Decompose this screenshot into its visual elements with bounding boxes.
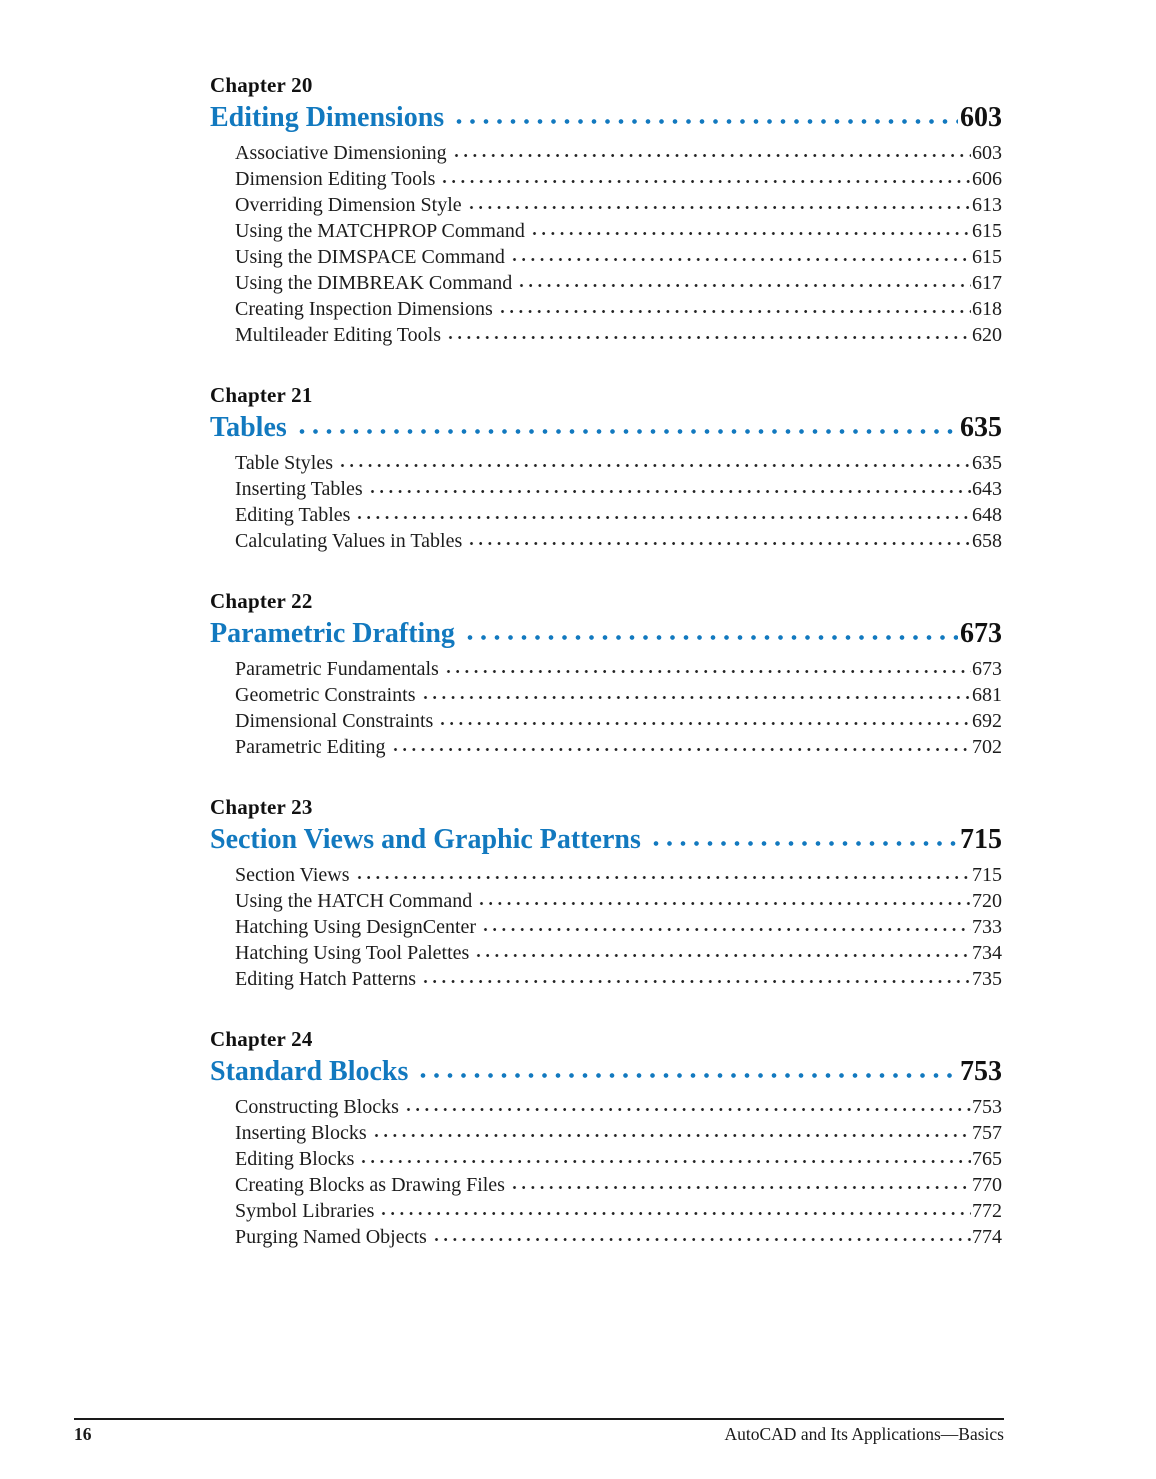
chapter-label: Chapter 22 xyxy=(210,589,313,613)
toc-entry xyxy=(235,1198,1002,1224)
chapter-block xyxy=(210,1026,1002,1250)
toc-entry xyxy=(235,270,1002,296)
dot-leader xyxy=(359,1158,971,1165)
toc-entry xyxy=(235,528,1002,554)
section-page-number: 613 xyxy=(972,194,1002,216)
chapter-block xyxy=(210,382,1002,554)
section-list xyxy=(210,862,1002,992)
dot-leader xyxy=(510,1184,971,1191)
section-title: Section Views xyxy=(235,864,350,886)
dot-leader xyxy=(338,462,971,469)
section-title: Calculating Values in Tables xyxy=(235,530,463,552)
section-title: Parametric Editing xyxy=(235,736,386,758)
toc-entry xyxy=(235,888,1002,914)
section-title: Dimensional Constraints xyxy=(235,710,434,732)
chapter-label: Chapter 21 xyxy=(210,383,313,407)
toc-entry xyxy=(235,914,1002,940)
toc-entry xyxy=(235,244,1002,270)
section-title: Using the HATCH Command xyxy=(235,890,473,912)
section-page-number: 733 xyxy=(972,916,1002,938)
section-list xyxy=(210,140,1002,348)
chapter-page-number: 715 xyxy=(960,824,1002,855)
toc-entry xyxy=(235,708,1002,734)
toc-entry xyxy=(235,140,1002,166)
section-page-number: 772 xyxy=(972,1200,1002,1222)
dot-leader xyxy=(444,668,971,675)
section-title: Editing Blocks xyxy=(235,1148,355,1170)
toc-entry xyxy=(235,1172,1002,1198)
section-page-number: 643 xyxy=(972,478,1002,500)
dot-leader xyxy=(463,633,958,642)
section-title: Using the DIMBREAK Command xyxy=(235,272,513,294)
toc-entry xyxy=(235,322,1002,348)
dot-leader xyxy=(368,488,971,495)
section-page-number: 692 xyxy=(972,710,1002,732)
chapter-block xyxy=(210,72,1002,348)
chapter-title: Parametric Drafting xyxy=(210,618,455,649)
section-page-number: 774 xyxy=(972,1226,1002,1248)
section-title: Inserting Blocks xyxy=(235,1122,367,1144)
section-page-number: 606 xyxy=(972,168,1002,190)
page-footer xyxy=(74,1418,1004,1445)
section-page-number: 735 xyxy=(972,968,1002,990)
toc-entry xyxy=(235,166,1002,192)
toc xyxy=(210,72,1002,1284)
toc-entry xyxy=(235,192,1002,218)
toc-entry xyxy=(235,940,1002,966)
section-list xyxy=(210,450,1002,554)
chapter-page-number: 753 xyxy=(960,1056,1002,1087)
chapter-title-row xyxy=(210,98,1002,138)
section-page-number: 615 xyxy=(972,220,1002,242)
dot-leader xyxy=(477,900,971,907)
dot-leader xyxy=(510,256,971,263)
toc-entry xyxy=(235,296,1002,322)
footer-page-number: 16 xyxy=(74,1424,92,1444)
toc-entry xyxy=(235,1146,1002,1172)
toc-entry xyxy=(235,656,1002,682)
dot-leader xyxy=(295,427,958,436)
section-page-number: 603 xyxy=(972,142,1002,164)
section-title: Dimension Editing Tools xyxy=(235,168,436,190)
toc-entry xyxy=(235,966,1002,992)
chapter-title: Tables xyxy=(210,412,287,443)
dot-leader xyxy=(355,874,971,881)
section-page-number: 673 xyxy=(972,658,1002,680)
chapter-label: Chapter 23 xyxy=(210,795,313,819)
dot-leader xyxy=(355,514,971,521)
toc-entry xyxy=(235,1094,1002,1120)
toc-entry xyxy=(235,734,1002,760)
section-title: Overriding Dimension Style xyxy=(235,194,462,216)
chapter-title: Editing Dimensions xyxy=(210,102,445,133)
chapter-block xyxy=(210,794,1002,992)
section-title: Purging Named Objects xyxy=(235,1226,427,1248)
section-page-number: 617 xyxy=(972,272,1002,294)
section-title: Hatching Using DesignCenter xyxy=(235,916,477,938)
section-page-number: 648 xyxy=(972,504,1002,526)
toc-entry xyxy=(235,1120,1002,1146)
section-title: Associative Dimensioning xyxy=(235,142,447,164)
section-page-number: 620 xyxy=(972,324,1002,346)
section-page-number: 757 xyxy=(972,1122,1002,1144)
dot-leader xyxy=(517,282,971,289)
section-title: Multileader Editing Tools xyxy=(235,324,441,346)
toc-entry xyxy=(235,476,1002,502)
dot-leader xyxy=(438,720,971,727)
dot-leader xyxy=(481,926,971,933)
dot-leader xyxy=(432,1236,971,1243)
section-list xyxy=(210,1094,1002,1250)
dot-leader xyxy=(474,952,971,959)
section-page-number: 702 xyxy=(972,736,1002,758)
section-page-number: 734 xyxy=(972,942,1002,964)
section-page-number: 720 xyxy=(972,890,1002,912)
section-title: Creating Inspection Dimensions xyxy=(235,298,493,320)
section-title: Geometric Constraints xyxy=(235,684,416,706)
section-title: Parametric Fundamentals xyxy=(235,658,439,680)
section-title: Using the MATCHPROP Command xyxy=(235,220,525,242)
dot-leader xyxy=(372,1132,971,1139)
chapter-page-number: 673 xyxy=(960,618,1002,649)
section-title: Editing Hatch Patterns xyxy=(235,968,417,990)
dot-leader xyxy=(452,117,958,126)
section-title: Using the DIMSPACE Command xyxy=(235,246,505,268)
dot-leader xyxy=(467,204,971,211)
section-page-number: 770 xyxy=(972,1174,1002,1196)
toc-entry xyxy=(235,450,1002,476)
footer-book-title: AutoCAD and Its Applications—Basics xyxy=(724,1424,1004,1444)
dot-leader xyxy=(421,694,971,701)
dot-leader xyxy=(440,178,971,185)
section-page-number: 715 xyxy=(972,864,1002,886)
dot-leader xyxy=(498,308,971,315)
chapter-block xyxy=(210,588,1002,760)
section-page-number: 765 xyxy=(972,1148,1002,1170)
chapter-title-row xyxy=(210,1052,1002,1092)
section-page-number: 618 xyxy=(972,298,1002,320)
toc-entry xyxy=(235,502,1002,528)
section-title: Table Styles xyxy=(235,452,334,474)
dot-leader xyxy=(446,334,971,341)
toc-entry xyxy=(235,682,1002,708)
toc-entry xyxy=(235,1224,1002,1250)
section-page-number: 615 xyxy=(972,246,1002,268)
chapter-page-number: 635 xyxy=(960,412,1002,443)
section-page-number: 753 xyxy=(972,1096,1002,1118)
dot-leader xyxy=(649,839,958,848)
chapter-title-row xyxy=(210,408,1002,448)
section-page-number: 658 xyxy=(972,530,1002,552)
chapter-title-row xyxy=(210,820,1002,860)
chapter-label: Chapter 20 xyxy=(210,73,313,97)
section-title: Symbol Libraries xyxy=(235,1200,375,1222)
chapter-title: Section Views and Graphic Patterns xyxy=(210,824,641,855)
toc-entry xyxy=(235,218,1002,244)
section-title: Editing Tables xyxy=(235,504,351,526)
section-title: Inserting Tables xyxy=(235,478,363,500)
chapter-label: Chapter 24 xyxy=(210,1027,313,1051)
chapter-title: Standard Blocks xyxy=(210,1056,409,1087)
dot-leader xyxy=(421,978,971,985)
section-page-number: 635 xyxy=(972,452,1002,474)
dot-leader xyxy=(379,1210,971,1217)
dot-leader xyxy=(391,746,971,753)
chapter-title-row xyxy=(210,614,1002,654)
chapter-page-number: 603 xyxy=(960,102,1002,133)
dot-leader xyxy=(404,1106,971,1113)
section-list xyxy=(210,656,1002,760)
section-title: Hatching Using Tool Palettes xyxy=(235,942,470,964)
dot-leader xyxy=(530,230,971,237)
section-page-number: 681 xyxy=(972,684,1002,706)
section-title: Constructing Blocks xyxy=(235,1096,399,1118)
section-title: Creating Blocks as Drawing Files xyxy=(235,1174,505,1196)
dot-leader xyxy=(452,152,971,159)
dot-leader xyxy=(467,540,971,547)
toc-entry xyxy=(235,862,1002,888)
dot-leader xyxy=(416,1071,958,1080)
